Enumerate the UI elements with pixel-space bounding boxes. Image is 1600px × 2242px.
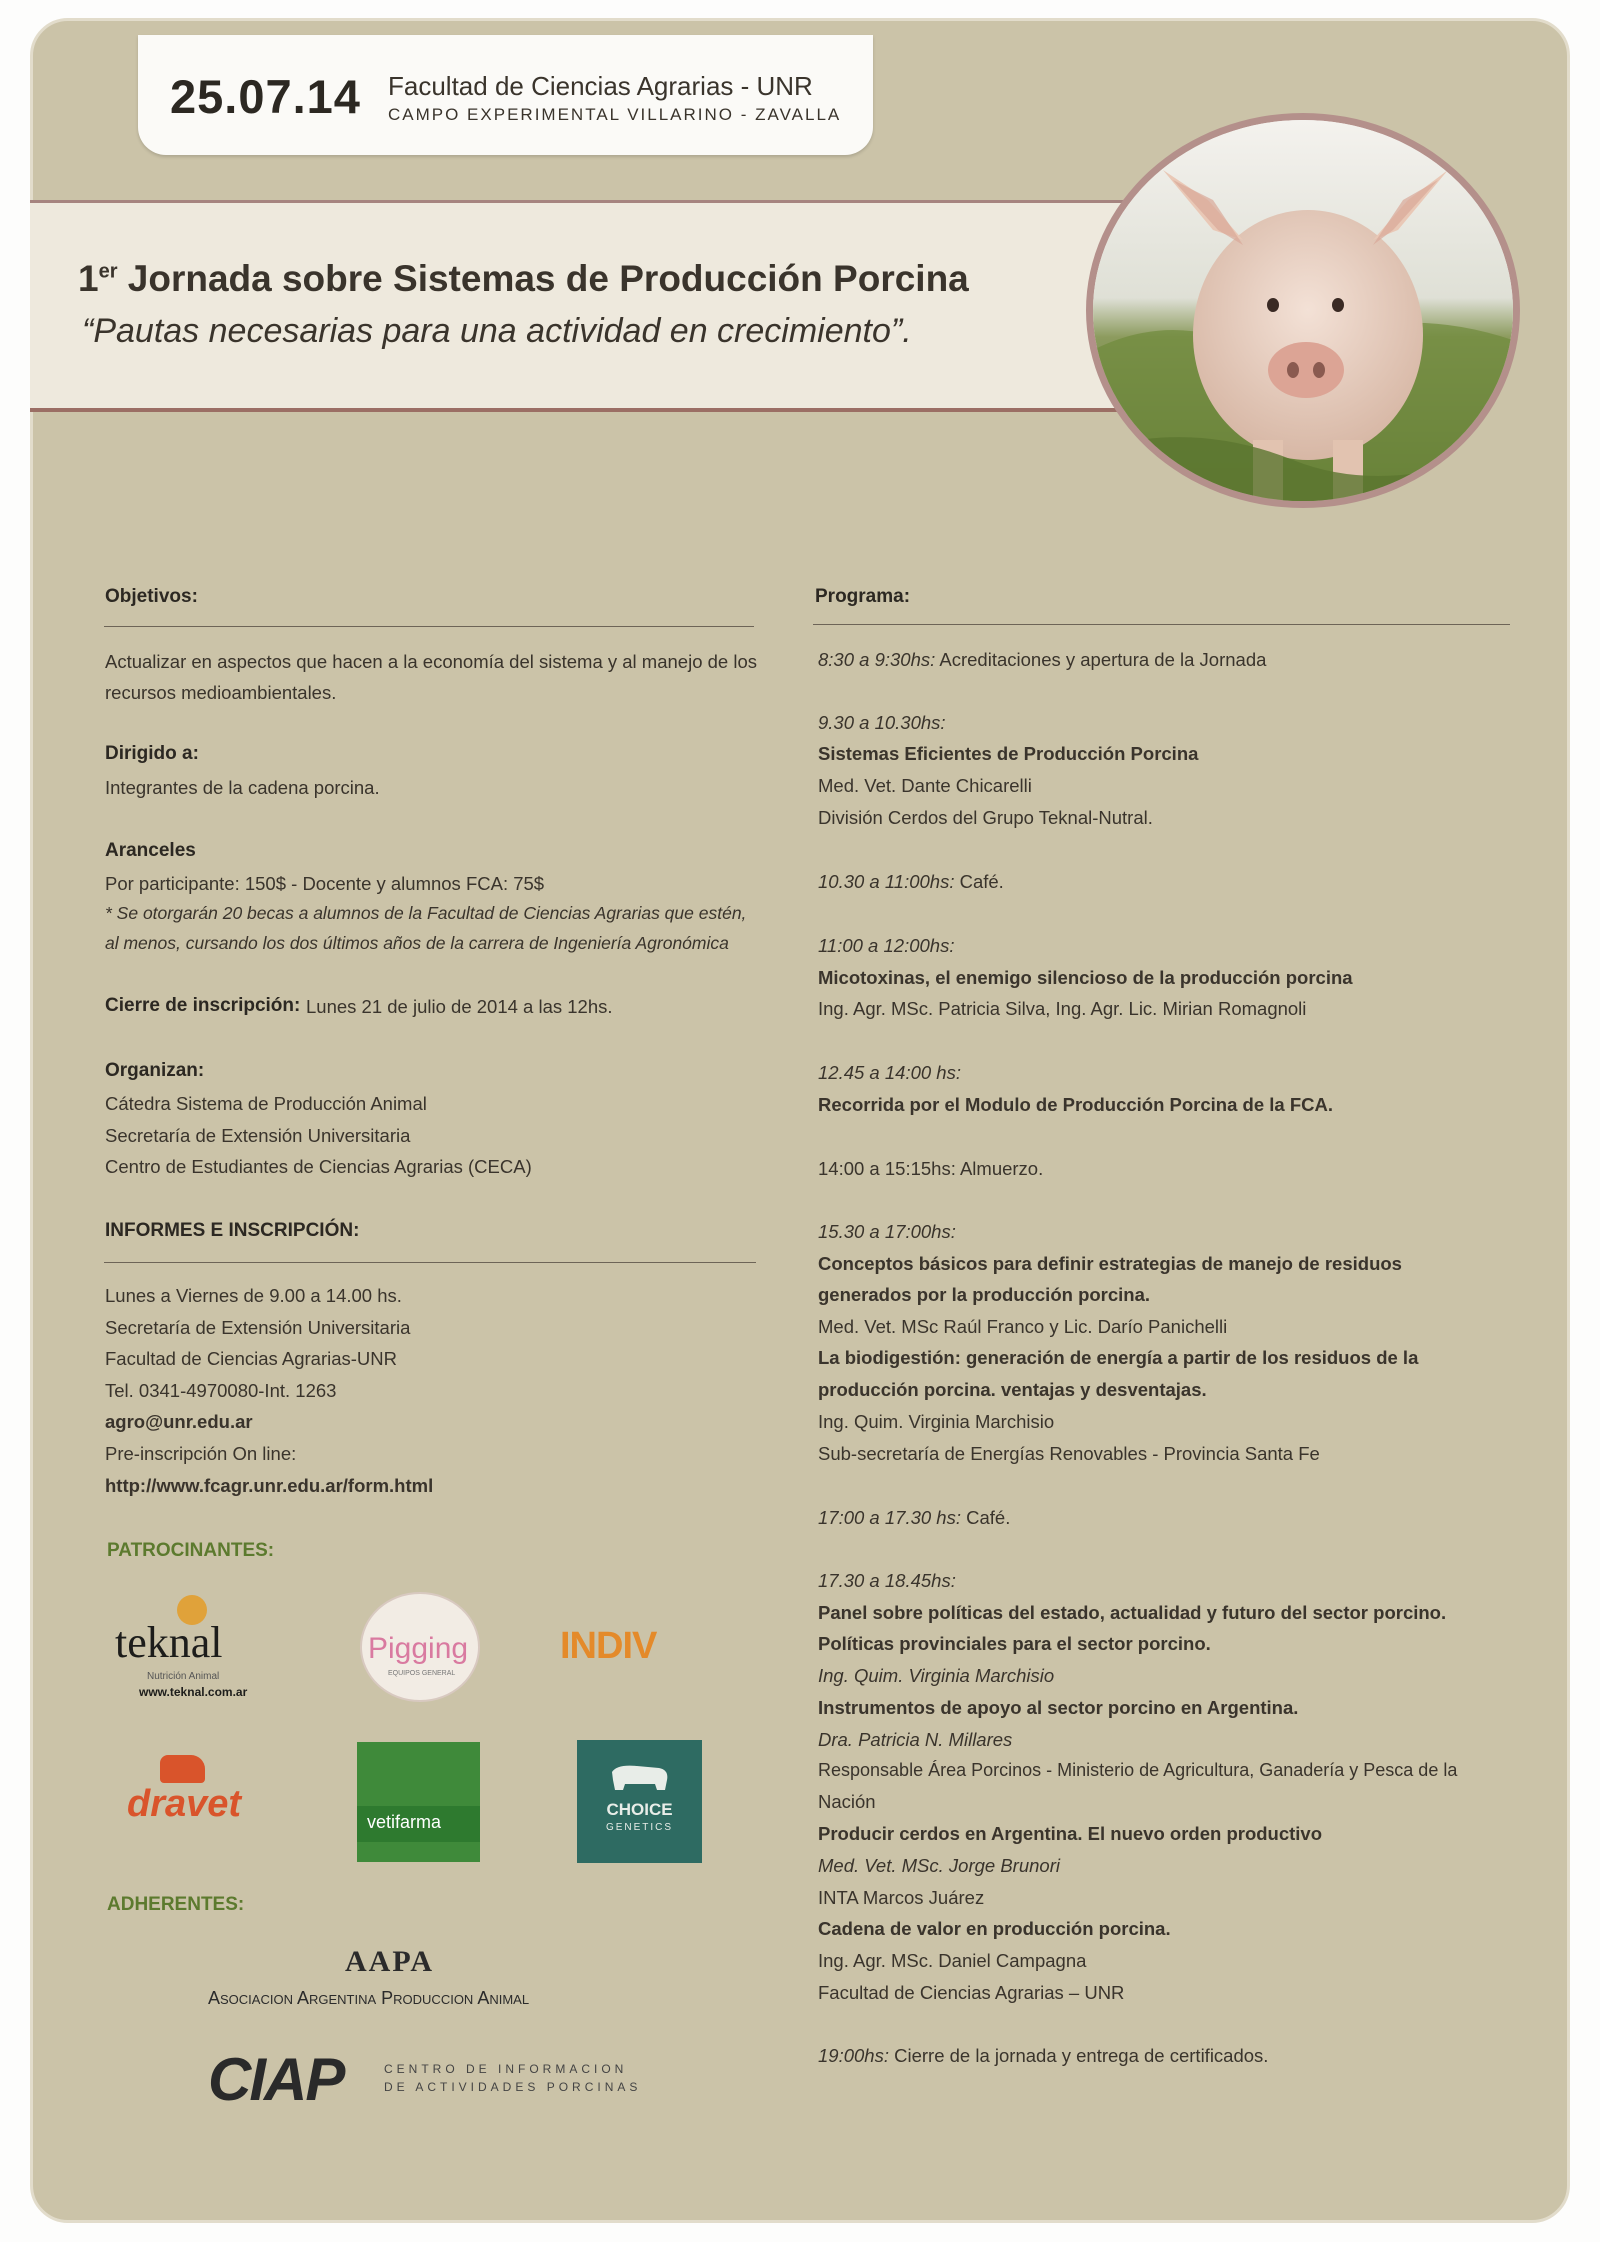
ciap-logo: CIAP xyxy=(208,2046,344,2113)
program-item-cafe: 10.30 a 11:00hs: Café. xyxy=(818,871,1004,892)
aapa-logo: AAPA xyxy=(345,1945,435,1978)
title-banner xyxy=(30,200,1190,412)
program-speaker: Med. Vet. MSc Raúl Franco y Lic. Darío Panichelli xyxy=(818,1316,1228,1337)
informes-faculty: Facultad de Ciencias Agrarias-UNR xyxy=(105,1348,398,1369)
objetivos-text-1: Actualizar en aspectos que hacen a la economía del sistema y al manejo de los xyxy=(105,651,757,672)
objetivos-heading: Objetivos: xyxy=(105,586,198,607)
program-title: Producir cerdos en Argentina. El nuevo orden productivo xyxy=(818,1823,1323,1844)
organizer-1: Cátedra Sistema de Producción Animal xyxy=(105,1093,427,1114)
genetics-wordmark: GENETICS xyxy=(605,1822,674,1833)
organizer-2: Secretaría de Extensión Universitaria xyxy=(105,1125,411,1146)
pig-silhouette-icon xyxy=(607,1760,672,1796)
program-title: Recorrida por el Modulo de Producción Porcina de la FCA. xyxy=(818,1094,1333,1115)
faculty-name: Facultad de Ciencias Agrarias - UNR xyxy=(388,71,813,101)
program-item-almuerzo: 14:00 a 15:15hs: Almuerzo. xyxy=(818,1158,1044,1179)
pig-photo xyxy=(1086,113,1520,508)
program-affiliation: Responsable Área Porcinos - Ministerio de Agricultura, Ganadería y Pesca de la xyxy=(818,1760,1458,1780)
program-time: 11:00 a 12:00hs: xyxy=(818,935,955,956)
choice-wordmark: CHOICE xyxy=(606,1800,673,1819)
adherentes-heading: ADHERENTES: xyxy=(107,1894,245,1915)
program-title: Instrumentos de apoyo al sector porcino en Argentina. xyxy=(818,1697,1299,1718)
program-item-acreditaciones: 8:30 a 9:30hs: Acreditaciones y apertura de la Jornada xyxy=(818,649,1267,670)
becas-note-2: al menos, cursando los dos últimos años de la carrera de Ingeniería Agronómica xyxy=(105,933,729,953)
pigging-wordmark: Pigging xyxy=(368,1632,469,1665)
program-time: 15.30 a 17:00hs: xyxy=(818,1221,956,1242)
teknal-wordmark: teknal xyxy=(115,1618,223,1667)
cierre-text: Lunes 21 de julio de 2014 a las 12hs. xyxy=(306,996,613,1017)
program-affiliation: División Cerdos del Grupo Teknal-Nutral. xyxy=(818,807,1153,828)
divider xyxy=(104,626,754,627)
dravet-pig-icon xyxy=(160,1755,205,1783)
program-speaker: Ing. Agr. MSc. Patricia Silva, Ing. Agr. Lic. Mirian Romagnoli xyxy=(818,998,1307,1019)
contact-email-link[interactable]: agro@unr.edu.ar xyxy=(105,1411,253,1432)
choice-genetics-logo xyxy=(577,1740,702,1863)
organizan-heading: Organizan: xyxy=(105,1060,205,1081)
venue-location: CAMPO EXPERIMENTAL VILLARINO - ZAVALLA xyxy=(388,105,842,124)
program-time: 17.30 a 18.45hs: xyxy=(818,1570,956,1591)
program-title: Sistemas Eficientes de Producción Porcina xyxy=(818,743,1199,764)
program-speaker: Dra. Patricia N. Millares xyxy=(818,1729,1013,1750)
informes-heading: INFORMES E INSCRIPCIÓN: xyxy=(105,1220,360,1241)
ciap-name-line-2: DE ACTIVIDADES PORCINAS xyxy=(384,2080,642,2094)
program-speaker: Ing. Agr. MSc. Daniel Campagna xyxy=(818,1950,1087,1971)
program-time: 12.45 a 14:00 hs: xyxy=(818,1062,961,1083)
dirigido-heading: Dirigido a: xyxy=(105,743,199,764)
program-speaker: Med. Vet. MSc. Jorge Brunori xyxy=(818,1855,1060,1876)
program-title: Micotoxinas, el enemigo silencioso de la producción porcina xyxy=(818,967,1353,988)
patrocinantes-heading: PATROCINANTES: xyxy=(107,1540,275,1561)
dirigido-text: Integrantes de la cadena porcina. xyxy=(105,777,380,798)
registration-url-link[interactable]: http://www.fcagr.unr.edu.ar/form.html xyxy=(105,1475,434,1496)
informes-hours: Lunes a Viernes de 9.00 a 14.00 hs. xyxy=(105,1285,402,1306)
divider xyxy=(104,1262,756,1263)
event-title: 1er Jornada sobre Sistemas de Producción Porcina xyxy=(78,258,969,299)
cierre-heading: Cierre de inscripción: xyxy=(105,995,301,1016)
program-speaker: Med. Vet. Dante Chicarelli xyxy=(818,775,1032,796)
dravet-wordmark: dravet xyxy=(127,1783,242,1825)
teknal-url: www.teknal.com.ar xyxy=(139,1685,248,1699)
program-affiliation: Facultad de Ciencias Agrarias – UNR xyxy=(818,1982,1125,2003)
program-title: producción porcina. ventajas y desventajas. xyxy=(818,1379,1207,1400)
event-date: 25.07.14 xyxy=(170,70,361,123)
aapa-name: Asociacion Argentina Produccion Animal xyxy=(208,1988,530,2008)
becas-note-1: * Se otorgarán 20 becas a alumnos de la Facultad de Ciencias Agrarias que estén, xyxy=(105,903,747,923)
program-affiliation: INTA Marcos Juárez xyxy=(818,1887,985,1908)
program-time: 9.30 a 10.30hs: xyxy=(818,712,946,733)
program-title: generados por la producción porcina. xyxy=(818,1284,1151,1305)
aranceles-text: Por participante: 150$ - Docente y alumnos FCA: 75$ xyxy=(105,873,545,894)
aranceles-heading: Aranceles xyxy=(105,840,196,861)
program-speaker: Ing. Quim. Virginia Marchisio xyxy=(818,1411,1055,1432)
program-item-cierre: 19:00hs: Cierre de la jornada y entrega de certificados. xyxy=(818,2045,1269,2066)
divider xyxy=(813,624,1510,625)
informes-office: Secretaría de Extensión Universitaria xyxy=(105,1317,411,1338)
dravet-logo xyxy=(125,1755,270,1840)
program-affiliation: Sub-secretaría de Energías Renovables - Provincia Santa Fe xyxy=(818,1443,1320,1464)
program-title: La biodigestión: generación de energía a partir de los residuos de la xyxy=(818,1347,1419,1368)
program-title: Políticas provinciales para el sector porcino. xyxy=(818,1633,1211,1654)
pigging-logo xyxy=(360,1592,480,1702)
program-affiliation: Nación xyxy=(818,1791,876,1812)
objetivos-text-2: recursos medioambientales. xyxy=(105,682,337,703)
program-title: Conceptos básicos para definir estrategias de manejo de residuos xyxy=(818,1253,1402,1274)
event-subtitle: “Pautas necesarias para una actividad en crecimiento”. xyxy=(82,312,912,350)
informes-phone: Tel. 0341-4970080-Int. 1263 xyxy=(105,1380,337,1401)
program-title: Panel sobre políticas del estado, actualidad y futuro del sector porcino. xyxy=(818,1602,1447,1623)
indiv-logo: INDIV xyxy=(560,1625,657,1667)
programa-heading: Programa: xyxy=(815,586,911,607)
program-item-cafe: 17:00 a 17.30 hs: Café. xyxy=(818,1507,1011,1528)
vetifarma-wordmark: vetifarma xyxy=(367,1812,442,1832)
ciap-name-line-1: CENTRO DE INFORMACION xyxy=(384,2062,628,2076)
vetifarma-logo xyxy=(357,1742,480,1862)
organizer-3: Centro de Estudiantes de Ciencias Agrarias (CECA) xyxy=(105,1156,532,1177)
teknal-tagline: Nutrición Animal xyxy=(147,1671,220,1682)
preinscripcion-label: Pre-inscripción On line: xyxy=(105,1443,297,1464)
teknal-logo xyxy=(115,1595,275,1705)
pigging-tagline: EQUIPOS GENERAL xyxy=(388,1670,456,1677)
program-speaker: Ing. Quim. Virginia Marchisio xyxy=(818,1665,1055,1686)
program-title: Cadena de valor en producción porcina. xyxy=(818,1918,1171,1939)
